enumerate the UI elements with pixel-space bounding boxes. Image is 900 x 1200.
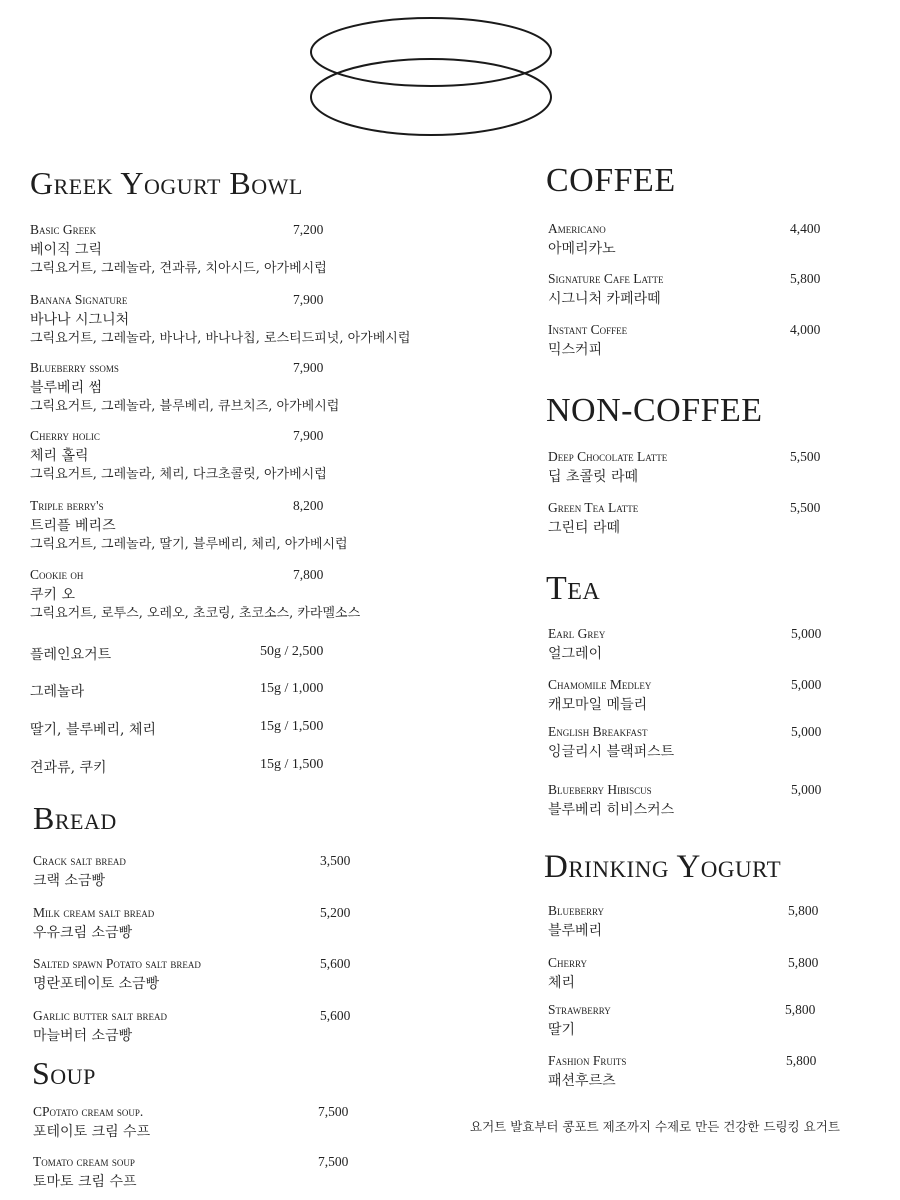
- item-description: 그릭요거트, 로투스, 오레오, 초코링, 초코소스, 카라멜소스: [30, 606, 361, 621]
- item-name-en: Cherry holic: [30, 428, 100, 443]
- item-price: 7,500: [318, 1104, 349, 1119]
- item-name-en: Salted spawn Potato salt bread: [33, 956, 201, 971]
- item-name-kr: 포테이토 크림 수프: [33, 1124, 151, 1140]
- item-description: 그릭요거트, 그레놀라, 체리, 다크초콜릿, 아가베시럽: [30, 467, 327, 482]
- item-price: 4,000: [790, 322, 821, 337]
- item-name-kr: 시그니처 카페라떼: [548, 291, 661, 307]
- non-coffee-section-title: NON-COFFEE: [546, 392, 763, 429]
- drinking-yogurt-note: 요거트 발효부터 콩포트 제조까지 수제로 만든 건강한 드링킹 요거트: [470, 1119, 840, 1134]
- item-price: 5,000: [791, 626, 822, 641]
- item-name-en: Strawberry: [548, 1002, 611, 1017]
- drinking-yogurt-section-title: Drinking Yogurt: [544, 849, 782, 885]
- addon-name: 플레인요거트: [30, 647, 112, 663]
- item-name-kr: 캐모마일 메들리: [548, 697, 648, 713]
- item-name-kr: 크랙 소금빵: [33, 873, 106, 889]
- item-name-kr: 믹스커피: [548, 342, 603, 358]
- item-price: 5,800: [786, 1053, 817, 1068]
- item-price: 5,800: [788, 955, 819, 970]
- item-price: 7,900: [293, 360, 324, 375]
- item-name-kr: 패션후르츠: [548, 1073, 616, 1089]
- item-name-en: Blueberry: [548, 903, 605, 918]
- item-description: 그릭요거트, 그레놀라, 블루베리, 큐브치즈, 아가베시럽: [30, 399, 340, 414]
- item-name-en: Garlic butter salt bread: [33, 1008, 168, 1023]
- item-name-en: Crack salt bread: [33, 853, 126, 868]
- yogurt-section-title: Greek Yogurt Bowl: [30, 165, 303, 201]
- item-name-en: Chamomile Medley: [548, 677, 652, 692]
- item-name-en: Instant Coffee: [548, 322, 628, 337]
- item-description: 그릭요거트, 그레놀라, 딸기, 블루베리, 체리, 아가베시럽: [30, 537, 348, 552]
- item-name-en: Earl Grey: [548, 626, 606, 641]
- item-name-en: CPotato cream soup.: [33, 1104, 144, 1119]
- item-price: 5,500: [790, 449, 821, 464]
- item-price: 5,500: [790, 500, 821, 515]
- item-price: 5,600: [320, 1008, 351, 1023]
- addon-name: 견과류, 쿠키: [30, 760, 107, 776]
- item-price: 5,000: [791, 782, 822, 797]
- item-name-kr: 트리플 베리즈: [30, 518, 116, 534]
- item-name-en: Signature Cafe Latte: [548, 271, 664, 286]
- item-name-kr: 체리: [548, 975, 576, 991]
- item-name-kr: 블루베리: [548, 923, 603, 939]
- item-price: 3,500: [320, 853, 351, 868]
- addon-price: 15g / 1,500: [260, 757, 324, 772]
- addon-price: 50g / 2,500: [260, 644, 324, 659]
- item-price: 5,000: [791, 724, 822, 739]
- item-name-en: Deep Chocolate Latte: [548, 449, 668, 464]
- addon-name: 딸기, 블루베리, 체리: [30, 722, 156, 738]
- drinks-column: [544, 0, 848, 1200]
- item-name-en: Cookie oh: [30, 567, 84, 582]
- item-name-kr: 바나나 시그니처: [30, 312, 130, 328]
- item-name-kr: 명란포테이토 소금빵: [33, 976, 160, 992]
- item-name-kr: 마늘버터 소금빵: [33, 1028, 133, 1044]
- bread-section-title: Bread: [33, 800, 117, 836]
- item-name-kr: 그린티 라떼: [548, 520, 621, 536]
- item-price: 5,600: [320, 956, 351, 971]
- item-description: 그릭요거트, 그레놀라, 견과류, 치아시드, 아가베시럽: [30, 261, 327, 276]
- item-name-en: Triple berry's: [30, 498, 104, 513]
- item-price: 5,800: [790, 271, 821, 286]
- item-price: 7,800: [293, 567, 324, 582]
- item-name-en: Milk cream salt bread: [33, 905, 155, 920]
- item-name-kr: 체리 홀릭: [30, 448, 89, 464]
- item-name-en: English Breakfast: [548, 724, 648, 739]
- item-price: 5,000: [791, 677, 822, 692]
- item-name-kr: 얼그레이: [548, 646, 603, 662]
- item-name-en: Green Tea Latte: [548, 500, 639, 515]
- item-name-en: Americano: [548, 221, 606, 236]
- item-name-kr: 딸기: [548, 1022, 576, 1038]
- item-name-en: Banana Signature: [30, 292, 128, 307]
- item-price: 5,800: [785, 1002, 816, 1017]
- item-name-en: Fashion Fruits: [548, 1053, 627, 1068]
- item-name-kr: 블루베리 썸: [30, 380, 103, 396]
- soup-section-title: Soup: [32, 1055, 96, 1091]
- item-price: 7,900: [293, 292, 324, 307]
- item-name-kr: 아메리카노: [548, 241, 616, 257]
- item-price: 4,400: [790, 221, 821, 236]
- item-price: 7,900: [293, 428, 324, 443]
- item-name-kr: 베이직 그릭: [30, 242, 103, 258]
- addon-name: 그레놀라: [30, 684, 85, 700]
- addon-price: 15g / 1,000: [260, 681, 324, 696]
- item-name-kr: 잉글리시 블랙퍼스트: [548, 744, 675, 760]
- item-name-kr: 토마토 크림 수프: [33, 1174, 137, 1190]
- item-name-en: Cherry: [548, 955, 588, 970]
- item-name-kr: 딥 초콜릿 라떼: [548, 469, 639, 485]
- bread-soup-column: [33, 0, 433, 1200]
- item-description: 그릭요거트, 그레놀라, 바나나, 바나나칩, 로스티드피넛, 아가베시럽: [30, 331, 411, 346]
- item-name-en: Blueberry Hibiscus: [548, 782, 652, 797]
- item-name-en: Blueberry ssoms: [30, 360, 119, 375]
- item-name-kr: 우유크림 소금빵: [33, 925, 133, 941]
- item-name-en: Tomato cream soup: [33, 1154, 135, 1169]
- tea-section-title: Tea: [546, 570, 601, 607]
- addon-price: 15g / 1,500: [260, 719, 324, 734]
- item-name-kr: 블루베리 히비스커스: [548, 802, 675, 818]
- item-price: 7,200: [293, 222, 324, 237]
- item-price: 8,200: [293, 498, 324, 513]
- coffee-section-title: COFFEE: [546, 162, 676, 199]
- item-name-en: Basic Greek: [30, 222, 97, 237]
- item-price: 7,500: [318, 1154, 349, 1169]
- item-price: 5,200: [320, 905, 351, 920]
- item-name-kr: 쿠키 오: [30, 587, 76, 603]
- item-price: 5,800: [788, 903, 819, 918]
